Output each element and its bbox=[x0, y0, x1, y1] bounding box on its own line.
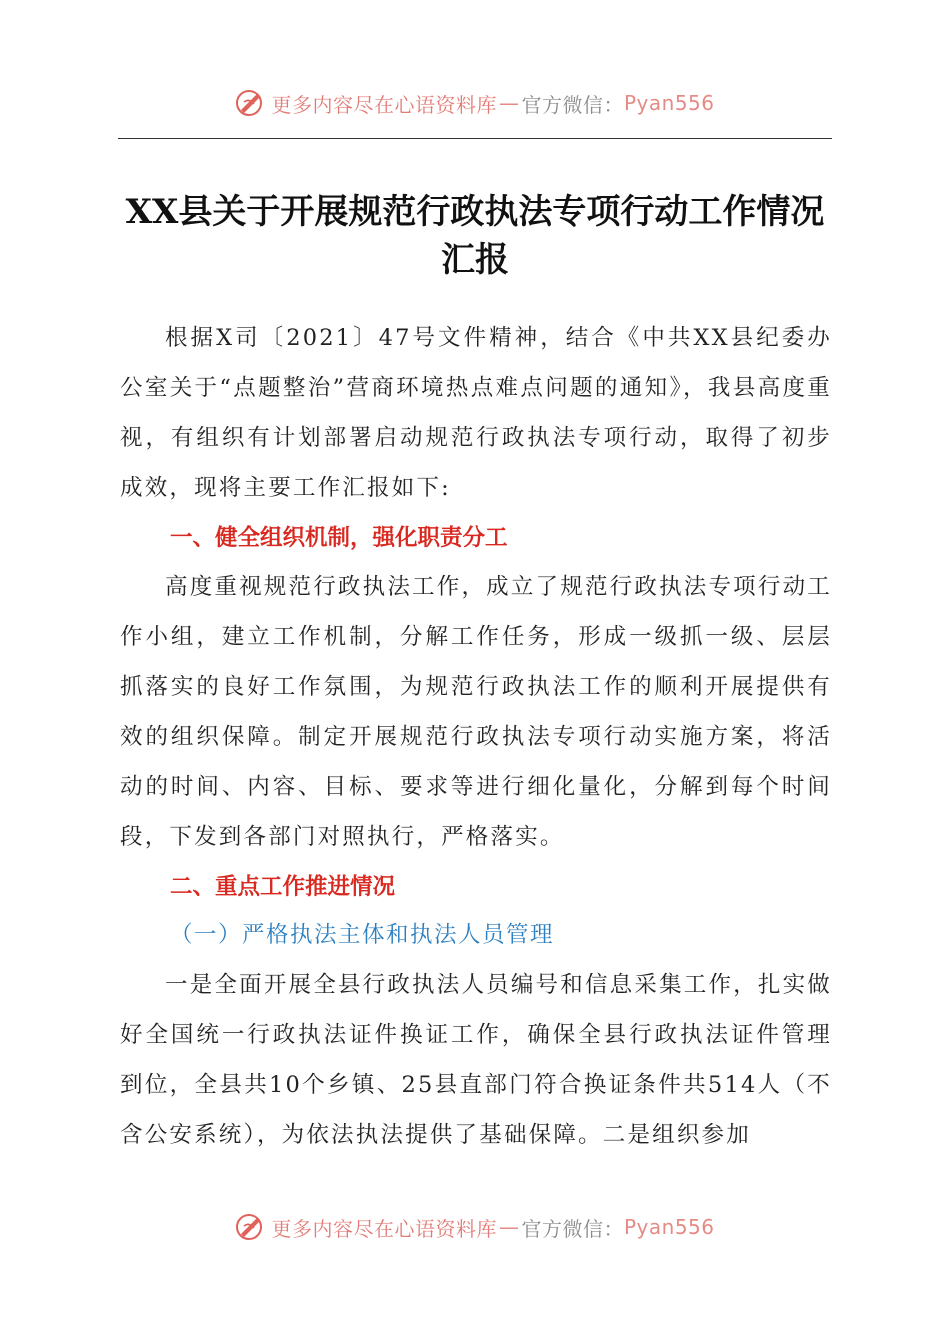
pen-logo-icon bbox=[235, 1212, 265, 1242]
document-title: XX县关于开展规范行政执法专项行动工作情况汇报 bbox=[125, 192, 825, 280]
watermark-header bbox=[0, 88, 950, 118]
section1-heading: 一、健全组织机制，强化职责分工 bbox=[170, 525, 508, 551]
header-rule bbox=[118, 138, 832, 139]
watermark-site-text: 更多内容尽在心语资料库 bbox=[271, 92, 497, 117]
watermark-wechat-id: Pyan556 bbox=[623, 91, 715, 115]
watermark-footer bbox=[0, 1212, 950, 1242]
intro-paragraph: 根据X司〔2021〕47号文件精神，结合《中共XX县纪委办公室关于“点题整治”营商环境热点难点问题的通知》，我县高度重视，有组织有计划部署启动规范行政执法专项行动，取得了初步成效，现将主要工作汇报如下: bbox=[120, 325, 832, 501]
watermark-wechat-id: Pyan556 bbox=[623, 1215, 715, 1239]
subsection1-heading: （一）严格执法主体和执法人员管理 bbox=[170, 922, 555, 948]
watermark-official-label: 官方微信： bbox=[521, 92, 624, 117]
watermark-site-text: 更多内容尽在心语资料库 bbox=[271, 1216, 497, 1241]
pen-logo-icon bbox=[235, 88, 265, 118]
section2-heading: 二、重点工作推进情况 bbox=[170, 874, 396, 900]
watermark-official-label: 官方微信： bbox=[521, 1216, 624, 1241]
watermark-separator: — bbox=[498, 91, 520, 115]
watermark-separator: — bbox=[498, 1215, 520, 1239]
section1-paragraph: 高度重视规范行政执法工作，成立了规范行政执法专项行动工作小组，建立工作机制，分解工作任务，形成一级抓一级、层层抓落实的良好工作氛围，为规范行政执法工作的顺利开展提供有效的组织保障。制定开展规范行政执法专项行动实施方案，将活动的时间、内容、目标、要求等进行细化量化，分解到每个时间段，下发到各部门对照执行，严格落实。 bbox=[120, 574, 832, 850]
subsection1-paragraph: 一是全面开展全县行政执法人员编号和信息采集工作，扎实做好全国统一行政执法证件换证工作，确保全县行政执法证件管理到位，全县共10个乡镇、25县直部门符合换证条件共514人（不含公安系统），为依法执法提供了基础保障。二是组织参加 bbox=[120, 972, 832, 1148]
